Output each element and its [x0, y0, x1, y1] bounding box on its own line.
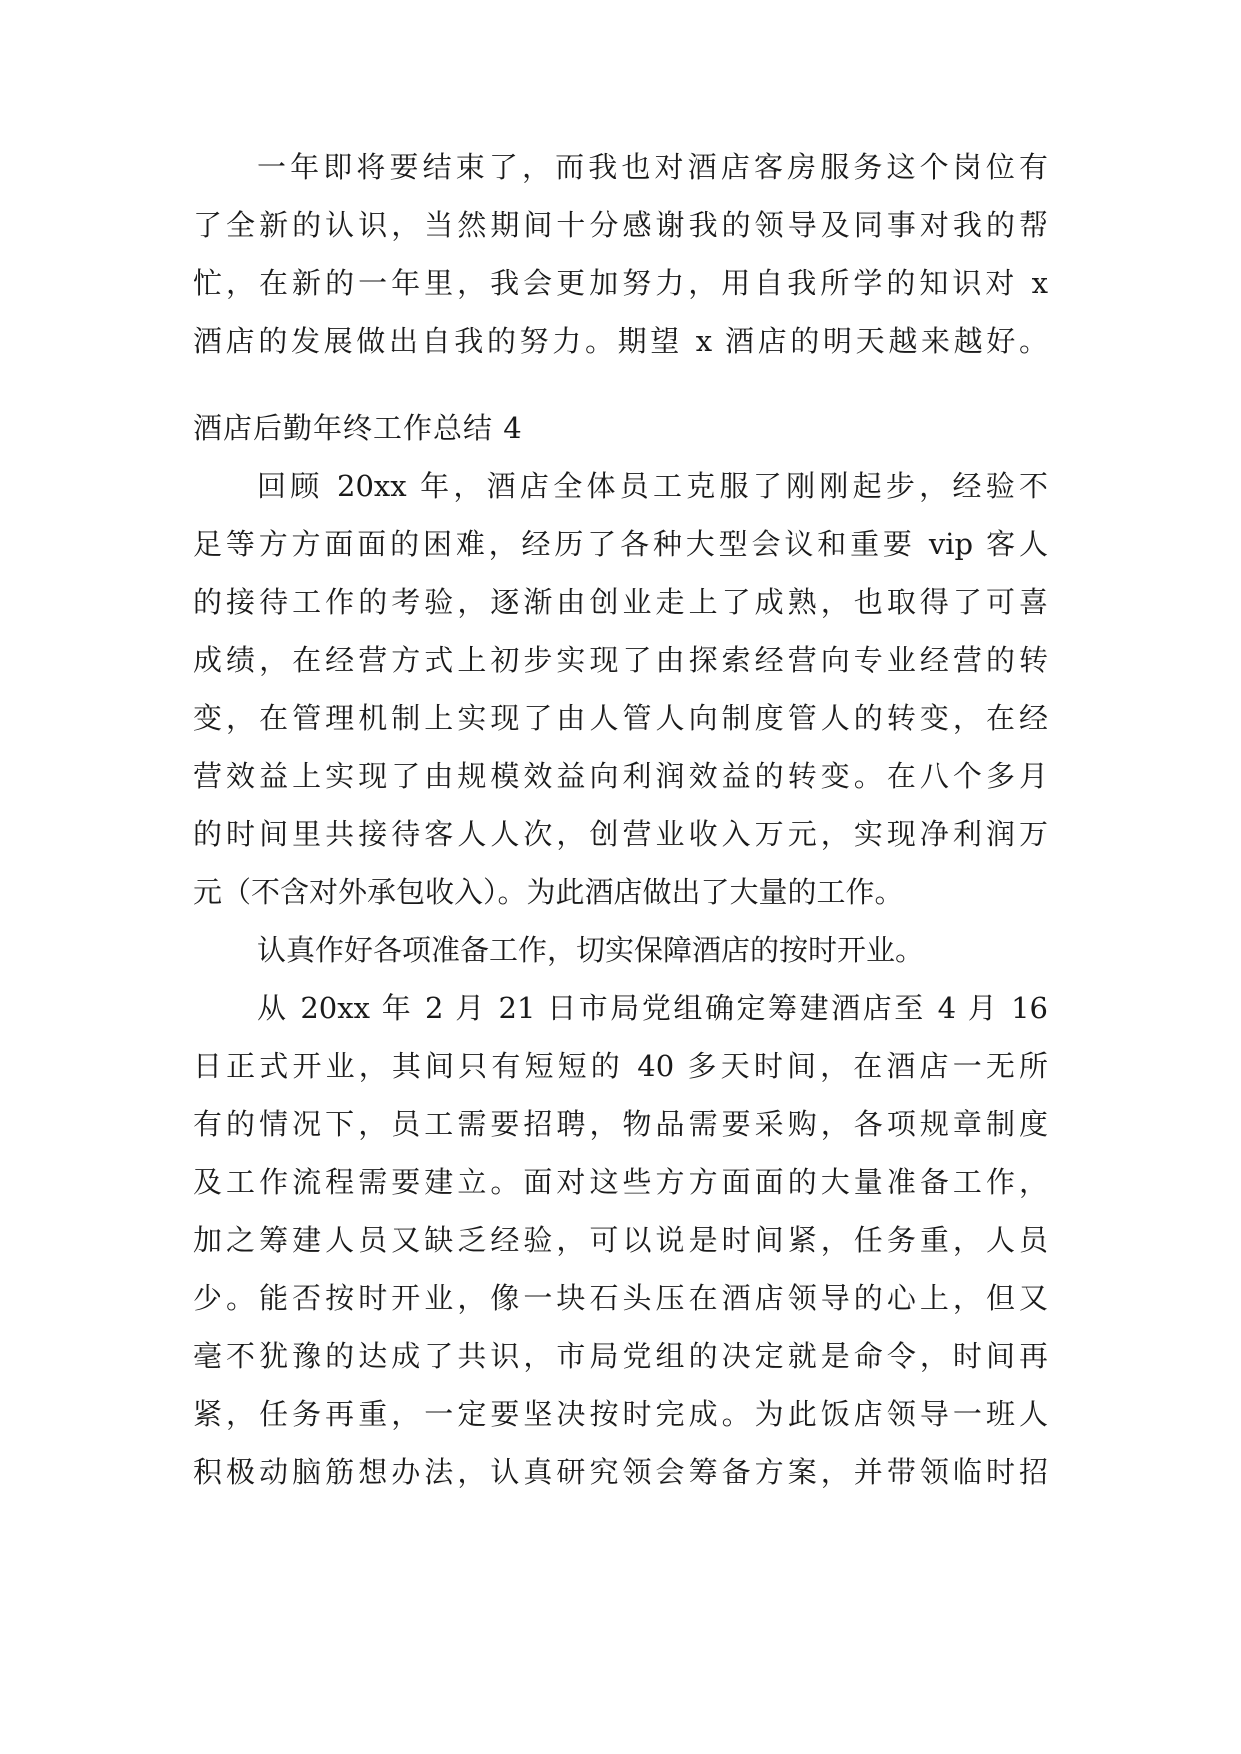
paragraph-2-line-5: 变，在管理机制上实现了由人管人向制度管人的转变，在经	[193, 701, 1048, 735]
paragraph-4-line-9: 积极动脑筋想办法，认真研究领会筹备方案，并带领临时招	[193, 1455, 1048, 1489]
paragraph-4-line-7: 毫不犹豫的达成了共识，市局党组的决定就是命令，时间再	[193, 1339, 1048, 1373]
paragraph-2-line-8: 元（不含对外承包收入）。为此酒店做出了大量的工作。	[193, 875, 904, 909]
paragraph-1-line-2: 了全新的认识，当然期间十分感谢我的领导及同事对我的帮	[193, 208, 1048, 242]
paragraph-1-line-3: 忙，在新的一年里，我会更加努力，用自我所学的知识对 x	[193, 266, 1048, 300]
section-title: 酒店后勤年终工作总结 4	[193, 411, 523, 445]
paragraph-4-line-3: 有的情况下，员工需要招聘，物品需要采购，各项规章制度	[193, 1107, 1048, 1141]
paragraph-4-line-5: 加之筹建人员又缺乏经验，可以说是时间紧，任务重，人员	[193, 1223, 1048, 1257]
paragraph-2-line-7: 的时间里共接待客人人次，创营业收入万元，实现净利润万	[193, 817, 1048, 851]
paragraph-2-line-3: 的接待工作的考验，逐渐由创业走上了成熟，也取得了可喜	[193, 585, 1048, 619]
paragraph-2-line-4: 成绩，在经营方式上初步实现了由探索经营向专业经营的转	[193, 643, 1048, 677]
paragraph-1-line-1: 一年即将要结束了，而我也对酒店客房服务这个岗位有	[257, 150, 1048, 184]
paragraph-4-line-6: 少。能否按时开业，像一块石头压在酒店领导的心上，但又	[193, 1281, 1048, 1315]
paragraph-2-line-1: 回顾 20xx 年，酒店全体员工克服了刚刚起步，经验不	[257, 469, 1048, 503]
paragraph-4-line-4: 及工作流程需要建立。面对这些方方面面的大量准备工作，	[193, 1165, 1048, 1199]
paragraph-1-line-4: 酒店的发展做出自我的努力。期望 x 酒店的明天越来越好。	[193, 324, 1048, 358]
paragraph-2-line-6: 营效益上实现了由规模效益向利润效益的转变。在八个多月	[193, 759, 1048, 793]
paragraph-4-line-1: 从 20xx 年 2 月 21 日市局党组确定筹建酒店至 4 月 16	[257, 991, 1048, 1025]
paragraph-2-line-2: 足等方方面面的困难，经历了各种大型会议和重要 vip 客人	[193, 527, 1048, 561]
paragraph-4-line-8: 紧，任务再重，一定要坚决按时完成。为此饭店领导一班人	[193, 1397, 1048, 1431]
paragraph-3-line-1: 认真作好各项准备工作，切实保障酒店的按时开业。	[257, 933, 925, 967]
paragraph-4-line-2: 日正式开业，其间只有短短的 40 多天时间，在酒店一无所	[193, 1049, 1048, 1083]
